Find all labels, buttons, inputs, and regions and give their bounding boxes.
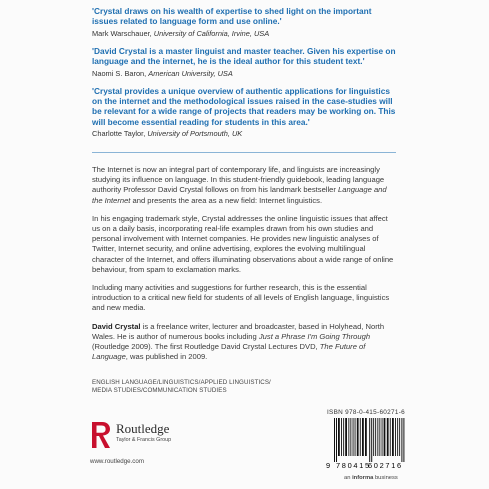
barcode-bar [353,418,354,456]
quote-text: 'David Crystal is a master linguist and master teacher. Given his expertise on language and the internet, he is the ideal author for this student text.' [92,45,396,67]
review-quote [92,86,397,140]
description-paragraph: In his engaging trademark style, Crystal addresses the online linguistic issues that affect us on a daily basis, incorporating real-life examples drawn from his own studies and personal involvement with Internet companies. He provides new linguistic analyses of Twitter, Internet security, and online advertising, explores the evolving multilingual character of the Internet, and offers illuminating observations about a wide range of online behaviour, from spam to exclamation marks. [92,213,394,274]
barcode-bar [392,418,394,456]
barcode-bar [362,418,364,456]
barcode-bar [397,418,398,456]
barcode-bar [382,418,383,456]
barcode-bar [399,418,400,456]
barcode-digits-right: 602716 [368,461,403,470]
barcode-bar [343,418,344,456]
review-quotes [92,6,397,146]
publisher-logo [90,420,200,454]
quote-attribution [92,29,397,39]
isbn-label: ISBN 978-0-415-60271-6 [326,409,405,416]
barcode-bar [365,418,367,456]
description-paragraph [92,165,397,206]
barcode-bar [384,418,386,456]
quote-attribution [92,129,397,139]
barcode-bar [357,418,359,456]
text-run: is a freelance writer, lecturer and broadcaster, based in Holyhead, North Wales. He is author of numerous books including [92,321,385,341]
quote-author: Mark Warschauer, [92,28,152,38]
text-run: an [344,475,353,481]
barcode-bar [355,418,356,456]
quote-institution: University of Portsmouth, UK [147,129,243,139]
barcode-digit-first: 9 [326,461,332,470]
barcode-bar [369,418,370,462]
barcode-bar [401,418,402,462]
publisher-url[interactable]: www.routledge.com [90,458,144,465]
subject-line: ENGLISH LANGUAGE/LINGUISTICS/APPLIED LINGUISTICS/ [92,379,271,386]
barcode-bar [334,418,335,462]
informa-brand: informa [352,475,374,481]
description-paragraph: Including many activities and suggestions for further research, this is the essential introduction to a critical new field for students of all levels of English language, linguistics and new media. [92,283,390,313]
barcode-bar [387,418,389,456]
subject-line: MEDIA STUDIES/COMMUNICATION STUDIES [92,387,227,395]
barcode-digits-left: 780415 [336,461,371,470]
barcode-bar [375,418,376,456]
barcode-bar [345,418,347,456]
barcode-bar [350,418,351,456]
barcode-bar [377,418,378,456]
barcode-bar [371,418,372,462]
book-title-italic: Just a Phrase I'm Going Through [258,331,371,341]
review-quote [92,6,397,39]
barcode-bar [379,418,380,456]
barcode-bar [336,418,337,462]
author-name: David Crystal [92,321,141,331]
book-title-italic: The Future of Language [92,342,366,362]
barcode-bar [360,418,361,456]
quote-text: 'Crystal provides a unique overview of authentic applications for linguistics on the internet and the methodological issues raised in the case-studies will be relevant for a wide range of projects that readers may be working on. This will become essential reading for students in this area.' [92,85,396,127]
informa-tagline [344,475,398,481]
text-run: and presents the area as a new field: Internet linguistics. [130,195,323,205]
routledge-r-icon [90,420,112,450]
text-run: business [373,475,398,481]
quote-institution: University of California, Irvine, USA [153,28,270,38]
barcode-bar [403,418,404,462]
subject-categories [92,379,352,395]
barcode-icon [326,418,406,470]
book-description [92,165,397,370]
quote-text: 'Crystal draws on his wealth of expertise to shed light on the important issues related to language form and use online.' [92,6,372,27]
quote-author: Naomi S. Baron, [92,68,147,78]
text-run: (Routledge 2009). The first Routledge David Crystal Lectures DVD, [92,342,320,352]
text-run: The Internet is now an integral part of contemporary life, and linguists are increasingly studying its influence on language. In this student-friendly guidebook, leading language authority Professor David Crystal follows on from his landmark bestseller [92,165,385,195]
barcode-bars [334,418,404,462]
quote-institution: American University, USA [148,68,233,78]
quote-attribution [92,69,397,79]
author-bio [92,322,397,363]
book-title-italic: Language and the Internet [92,185,387,205]
section-divider [92,152,396,153]
barcode-bar [395,418,396,456]
isbn-barcode [326,409,406,471]
barcode-bar [373,418,374,456]
barcode-bar [341,418,342,456]
barcode-bar [390,418,391,456]
barcode-bar [348,418,349,456]
review-quote [92,46,397,79]
publisher-name: Routledge [116,421,170,436]
publisher-group: Taylor & Francis Group [116,437,172,443]
text-run: , was published in 2009. [125,352,208,362]
quote-author: Charlotte Taylor, [92,129,146,139]
barcode-bar [338,418,340,456]
